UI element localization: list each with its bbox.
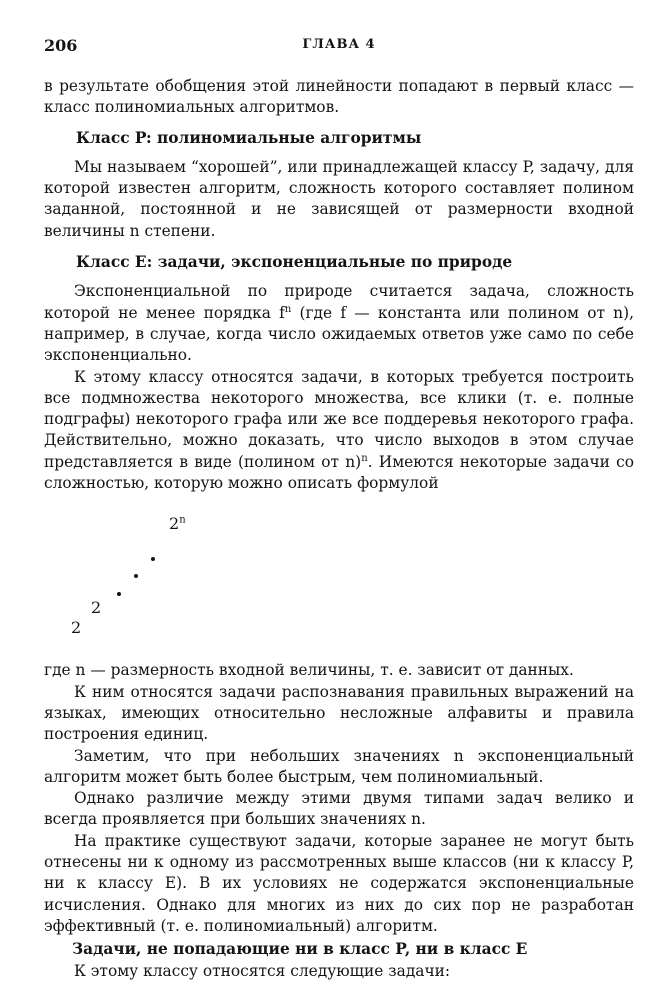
class-e-heading: Класс E: задачи, экспоненциальные по природе [76, 253, 513, 272]
page-body [44, 76, 634, 982]
paragraph-difference: Однако различие между этими двумя типами задач велико и всегда проявляется при больших значениях n. [44, 789, 634, 829]
formula-dot [151, 557, 155, 561]
paragraph-practice: На практике существуют задачи, которые заранее не могут быть отнесены ни к одному из рассмотренных выше классов (ни к классу P, ни к классу E). В их условиях не содержатся экспоненциальные исчисления. Однако для многих из них до сих пор не разработан эффективный (т. е. полиномиальный) алгоритм. [44, 831, 634, 935]
class-e-p2-exponent: n [361, 452, 368, 464]
paragraph-small-n: Заметим, что при небольших значениях n экспоненциальный алгоритм может быть более быстрым, чем полиномиальный. [44, 746, 634, 786]
formula-top-base: 2 [169, 514, 180, 534]
formula-top-exponent: n [179, 515, 186, 527]
class-p-paragraph: Мы называем “хорошей”, или принадлежащей классу P, задачу, для которой известен алгоритм, сложность которого составляет полином заданной, постоянной и не зависящей от размерности входной величины n степени. [44, 157, 634, 240]
class-e-paragraph-1 [44, 281, 634, 366]
formula-bottom: 2 [71, 618, 82, 638]
neither-class-heading: Задачи, не попадающие ни в класс P, ни в класс E [72, 940, 528, 959]
class-p-heading: Класс P: полиномиальные алгоритмы [76, 128, 422, 147]
class-e-paragraph-2 [44, 367, 634, 495]
class-e-p1-text-a: Экспоненциальной по природе считается задача, сложность которой не менее порядка f [44, 282, 634, 322]
formula-middle: 2 [91, 598, 102, 618]
power-tower-formula [44, 494, 634, 660]
class-e-p2-text-b: . Имеются некоторые задачи со сложностью, которую можно описать формулой [44, 452, 634, 493]
class-e-p1-text-b: (где f — константа или полином от n), например, в случае, когда число ожидаемых ответов уже само по себе экспоненциально. [44, 303, 634, 365]
chapter-title: ГЛАВА 4 [302, 37, 376, 52]
paragraph-recognition: К ним относятся задачи распознавания правильных выражений на языках, имеющих относительно несложные алфавиты и правила построения единиц. [44, 682, 634, 744]
neither-class-paragraph: К этому классу относятся следующие задачи: [74, 961, 451, 980]
formula-dot [134, 574, 138, 578]
intro-paragraph: в результате обобщения этой линейности попадают в первый класс — класс полиномиальных алгоритмов. [44, 77, 634, 117]
formula-top [169, 514, 186, 533]
class-e-p1-exponent: n [284, 303, 292, 315]
running-header [44, 36, 634, 58]
class-e-p2-text-a: К этому классу относятся задачи, в которых требуется построить все подмножества некоторого множества, все клики (т. е. полные подграфы) некоторого графа или же все поддеревья некоторого графа. Действительно, можно доказать, что число выходов в этом случае представляется в виде (полином от n) [44, 367, 634, 471]
formula-dot [117, 592, 121, 596]
after-formula-line: где n — размерность входной величины, т. е. зависит от данных. [44, 661, 574, 680]
page-number: 206 [44, 36, 78, 55]
